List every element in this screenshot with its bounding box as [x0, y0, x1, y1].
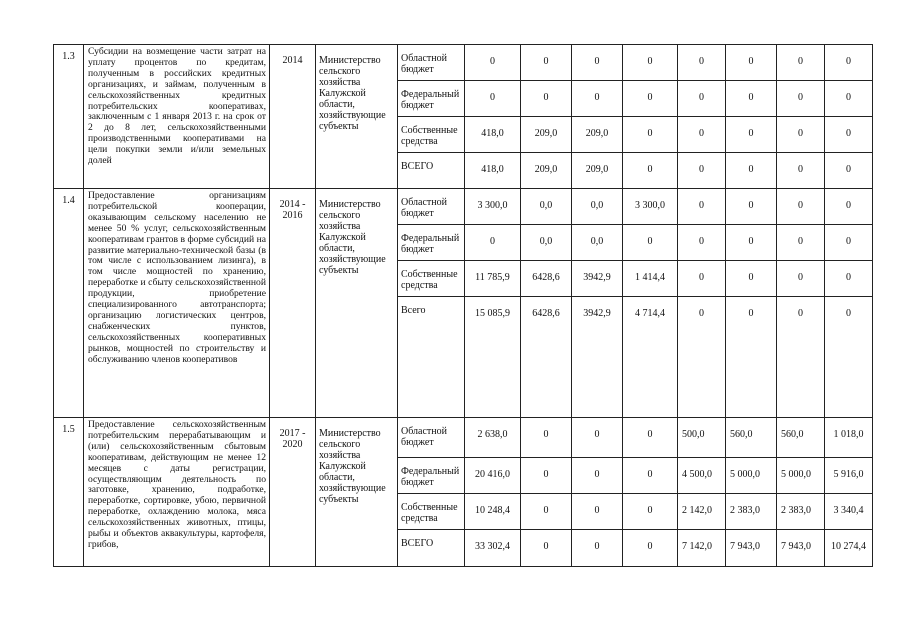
funding-value: 7 943,0 — [726, 530, 777, 567]
funding-value: 3 300,0 — [465, 189, 521, 225]
funding-value: 0 — [825, 297, 873, 418]
funding-value: 2 142,0 — [678, 494, 726, 530]
funding-value: 7 943,0 — [777, 530, 825, 567]
funding-value: 11 785,9 — [465, 261, 521, 297]
measure-number: 1.4 — [54, 189, 84, 418]
funding-value: 0,0 — [521, 189, 572, 225]
funding-value: 4 500,0 — [678, 458, 726, 494]
funding-value: 560,0 — [777, 418, 825, 458]
funding-value: 560,0 — [726, 418, 777, 458]
funding-value: 418,0 — [465, 153, 521, 189]
funding-source: ВСЕГО — [398, 153, 465, 189]
funding-value: 0 — [572, 81, 623, 117]
funding-value: 0 — [521, 45, 572, 81]
funding-value: 0 — [572, 45, 623, 81]
funding-value: 2 638,0 — [465, 418, 521, 458]
funding-value: 0 — [726, 297, 777, 418]
funding-value: 5 000,0 — [777, 458, 825, 494]
measure-years: 2014 - 2016 — [270, 189, 316, 418]
funding-value: 418,0 — [465, 117, 521, 153]
funding-value: 0 — [623, 458, 678, 494]
funding-value: 5 916,0 — [825, 458, 873, 494]
measure-description: Предоставление организациям потребительской кооперации, оказывающим сельскому населению не менее 50 % услуг, сельскохозяйственным кооперативам грантов в форме субсидий на развитие материально-технической базы (в том числе с использованием лизинга), в том числе мощностей по хранению, переработке и сбыту сельскохозяйственной продукции, приобретение специализированного автотранспорта; организацию логистических центров, снабженческих пунктов, сельскохозяйственных кооперативных рынков, мощностей по строительству и обслуживанию членов кооперативов — [84, 189, 270, 418]
funding-value: 209,0 — [521, 117, 572, 153]
funding-value: 1 414,4 — [623, 261, 678, 297]
measure-description: Субсидии на возмещение части затрат на уплату процентов по кредитам, полученным в российских кредитных организациях, и займам, полученным в сельскохозяйственных кредитных потребительских кооперативах, заключенным с 1 января 2013 г. на срок от 2 до 8 лет, сельскохозяйственными производственными кооперативами на цели покупки земли и/или земельных долей — [84, 45, 270, 189]
funding-value: 0 — [623, 530, 678, 567]
table-row — [54, 189, 873, 225]
funding-value: 0 — [777, 45, 825, 81]
funding-value: 0 — [572, 418, 623, 458]
funding-value: 6428,6 — [521, 261, 572, 297]
funding-value: 0 — [623, 117, 678, 153]
funding-value: 0 — [678, 297, 726, 418]
measure-number: 1.5 — [54, 418, 84, 567]
funding-source: Федеральный бюджет — [398, 81, 465, 117]
measure-years: 2014 — [270, 45, 316, 189]
funding-value: 0 — [777, 297, 825, 418]
funding-value: 0 — [825, 153, 873, 189]
measure-description: Предоставление сельскохозяйственным потребительским перерабатывающим и (или) сельскохозяйственным сбытовым кооперативам, действующим не менее 12 месяцев с даты регистрации, осуществляющим деятельность по заготовке, хранению, подработке, переработке, сортировке, убою, первичной переработке, охлаждению молока, мяса сельскохозяйственных животных, птицы, рыбы и объектов аквакультуры, картофеля, грибов, — [84, 418, 270, 567]
funding-value: 500,0 — [678, 418, 726, 458]
funding-value: 0 — [777, 81, 825, 117]
funding-value: 0 — [726, 225, 777, 261]
funding-source: Областной бюджет — [398, 45, 465, 81]
funding-value: 0 — [623, 81, 678, 117]
funding-value: 0 — [726, 117, 777, 153]
funding-value: 6428,6 — [521, 297, 572, 418]
table-body — [54, 45, 873, 567]
funding-value: 0 — [825, 117, 873, 153]
funding-value: 0 — [726, 81, 777, 117]
funding-value: 20 416,0 — [465, 458, 521, 494]
funding-source: Федеральный бюджет — [398, 458, 465, 494]
funding-value: 0 — [726, 153, 777, 189]
funding-value: 0 — [825, 45, 873, 81]
funding-value: 10 248,4 — [465, 494, 521, 530]
funding-value: 0 — [521, 530, 572, 567]
funding-value: 0 — [465, 81, 521, 117]
measure-executor: Министерство сельского хозяйства Калужской области, хозяйствующие субъекты — [316, 418, 398, 567]
funding-value: 0 — [465, 45, 521, 81]
funding-value: 0 — [465, 225, 521, 261]
funding-source: Собственные средства — [398, 494, 465, 530]
funding-value: 0 — [623, 45, 678, 81]
funding-value: 7 142,0 — [678, 530, 726, 567]
measure-executor: Министерство сельского хозяйства Калужской области, хозяйствующие субъекты — [316, 45, 398, 189]
funding-value: 0 — [678, 261, 726, 297]
funding-value: 3 340,4 — [825, 494, 873, 530]
funding-value: 0 — [678, 117, 726, 153]
funding-value: 0,0 — [572, 225, 623, 261]
funding-value: 4 714,4 — [623, 297, 678, 418]
funding-value: 0 — [777, 261, 825, 297]
funding-value: 0 — [521, 418, 572, 458]
funding-value: 0 — [825, 261, 873, 297]
funding-value: 0 — [521, 458, 572, 494]
funding-source: Областной бюджет — [398, 189, 465, 225]
funding-source: Областной бюджет — [398, 418, 465, 458]
funding-value: 0 — [825, 189, 873, 225]
table-row — [54, 45, 873, 81]
funding-value: 209,0 — [572, 117, 623, 153]
funding-value: 209,0 — [521, 153, 572, 189]
funding-value: 0,0 — [521, 225, 572, 261]
measure-number: 1.3 — [54, 45, 84, 189]
funding-value: 0 — [777, 189, 825, 225]
funding-value: 15 085,9 — [465, 297, 521, 418]
funding-value: 0 — [623, 225, 678, 261]
measure-executor: Министерство сельского хозяйства Калужской области, хозяйствующие субъекты — [316, 189, 398, 418]
funding-value: 0 — [825, 225, 873, 261]
funding-value: 2 383,0 — [726, 494, 777, 530]
funding-value: 0 — [825, 81, 873, 117]
funding-value: 1 018,0 — [825, 418, 873, 458]
funding-value: 0 — [777, 117, 825, 153]
funding-value: 0 — [572, 494, 623, 530]
funding-value: 2 383,0 — [777, 494, 825, 530]
funding-value: 0 — [678, 45, 726, 81]
funding-value: 0 — [521, 81, 572, 117]
funding-value: 0 — [521, 494, 572, 530]
funding-value: 0 — [777, 153, 825, 189]
funding-value: 33 302,4 — [465, 530, 521, 567]
funding-value: 0 — [623, 153, 678, 189]
funding-source: Собственные средства — [398, 261, 465, 297]
funding-value: 0 — [678, 81, 726, 117]
funding-value: 0 — [623, 494, 678, 530]
funding-value: 0 — [572, 530, 623, 567]
funding-value: 0 — [678, 225, 726, 261]
funding-value: 3 300,0 — [623, 189, 678, 225]
funding-value: 5 000,0 — [726, 458, 777, 494]
measure-years: 2017 - 2020 — [270, 418, 316, 567]
funding-value: 0 — [726, 189, 777, 225]
funding-value: 0 — [726, 261, 777, 297]
funding-source: Всего — [398, 297, 465, 418]
funding-value: 0,0 — [572, 189, 623, 225]
funding-value: 3942,9 — [572, 297, 623, 418]
funding-source: Собственные средства — [398, 117, 465, 153]
funding-value: 0 — [623, 418, 678, 458]
funding-value: 0 — [777, 225, 825, 261]
table-row — [54, 418, 873, 458]
program-measures-table — [53, 44, 873, 567]
funding-value: 0 — [678, 153, 726, 189]
funding-value: 0 — [726, 45, 777, 81]
funding-source: ВСЕГО — [398, 530, 465, 567]
funding-value: 0 — [572, 458, 623, 494]
funding-value: 10 274,4 — [825, 530, 873, 567]
funding-value: 209,0 — [572, 153, 623, 189]
funding-source: Федеральный бюджет — [398, 225, 465, 261]
funding-value: 3942,9 — [572, 261, 623, 297]
funding-value: 0 — [678, 189, 726, 225]
